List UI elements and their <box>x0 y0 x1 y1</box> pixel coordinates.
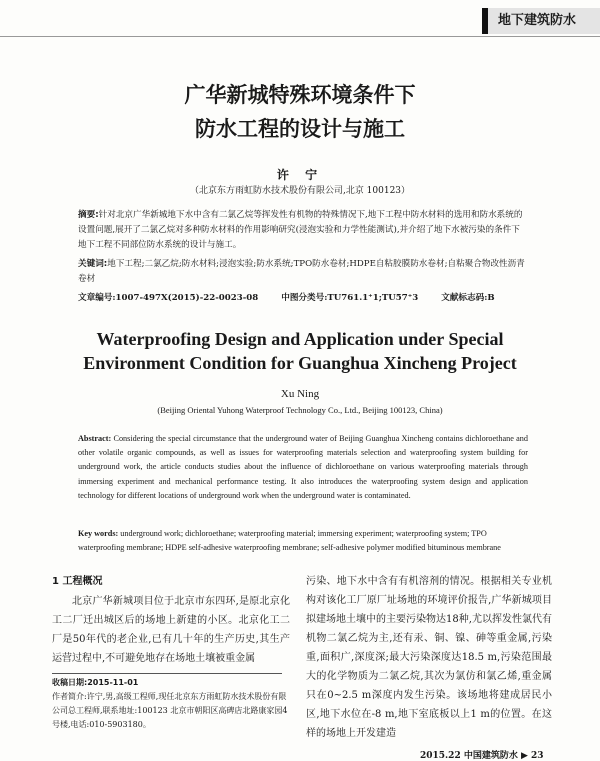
title-cn-line2: 防水工程的设计与施工 <box>195 117 405 141</box>
author-intro: 作者简介:许宁,男,高级工程师,现任北京东方雨虹防水技术股份有限公司总工程师,联系地址:100123 北京市朝阳区高碑店北路康家园4号楼,电话:010-5903180。 <box>52 692 288 729</box>
clc-no: 中图分类号:TU761.1⁺1;TU57⁺3 <box>281 293 419 303</box>
received-date: 收稿日期:2015-11-01 <box>52 678 139 687</box>
abstract-cn <box>78 208 528 306</box>
title-en-line2: Environment Condition for Guanghua Xincheng Project <box>83 353 517 373</box>
keywords-en <box>78 527 528 555</box>
title-en <box>0 327 600 375</box>
abstract-en-text: Considering the special circumstance that the underground water of Beijing Guanghua Xincheng contains dichloroethane and other volatile organic compounds, as well as issues for waterproofing materials selection and waterproofing system building for underground work, the article conducts studies about the influence of dichloroethane on various waterproofing materials through immersing experiment and mechanical performance testing. It also introduces the waterproofing system design and application technology for different locations of underground work when the underground water is contaminated. <box>78 434 528 500</box>
abstract-cn-label: 摘要: <box>78 210 99 220</box>
meta-row <box>78 291 528 306</box>
abstract-en-label: Abstract: <box>78 434 112 443</box>
article-no: 文章编号:1007-497X(2015)-22-0023-08 <box>78 293 259 303</box>
footnote-rule <box>52 673 282 674</box>
body-paragraph-left: 北京广华新城项目位于北京市东四环,是原北京化工二厂迁出城区后的场地上新建的小区。北京化工二厂是50年代的老企业,已有几十年的生产历史,其生产运营过程中,不可避免地存在场地土壤被重金属 <box>52 596 290 664</box>
body-left-column <box>52 572 290 668</box>
author-cn: 许 宁 <box>276 168 324 182</box>
affiliation-cn: （北京东方雨虹防水技术股份有限公司,北京 100123） <box>189 186 411 196</box>
keywords-en-label: Key words: <box>78 529 119 538</box>
abstract-cn-text: 针对北京广华新城地下水中含有二氯乙烷等挥发性有机物的特殊情况下,地下工程中防水材料的选用和防水系统的设置问题,展开了二氯乙烷对多种防水材料的作用影响研究(浸泡实验和力学性能测试),并介绍了地下水被污染的条件下地下工程不同部位防水系统的设计与施工。 <box>78 210 523 250</box>
keywords-cn-text: 地下工程;二氯乙烷;防水材料;浸泡实验;防水系统;TPO防水卷材;HDPE自粘胶膜防水卷材;自粘聚合物改性沥青卷材 <box>78 259 525 284</box>
doc-code: 文献标志码:B <box>441 293 495 303</box>
footnote <box>52 676 292 732</box>
section-tag: 地下建筑防水 <box>482 8 600 34</box>
section-heading: 1 工程概况 <box>52 576 103 587</box>
header-rule <box>0 36 600 37</box>
body-paragraph-right: 污染、地下水中含有有机溶剂的情况。根据相关专业机构对该化工厂原厂址场地的环境评价报告,广华新城项目拟建场地土壤中的主要污染物达18种,尤以挥发性氯代有机物二氯乙烷为主,还有汞、铜、镍、砷等重金属,污染重,面积广,深度深;最大污染深度达18.5 m,污染范围最大的化学物质为二氯乙烷,其次为氯仿和氯乙烯,重金属只在0~2.5 m深度内发生污染。该场地将建成居民小区,地下水位在-8 m,地下室底板以上1 m的位置。在这样的场地上开发建造 <box>306 576 552 739</box>
body-right-column <box>306 572 552 743</box>
author-en: Xu Ning <box>280 388 320 400</box>
abstract-en <box>78 432 528 503</box>
affiliation-en: (Beijing Oriental Yuhong Waterproof Technology Co., Ltd., Beijing 100123, China) <box>157 405 443 415</box>
page-footer: 2015.22 中国建筑防水 ▶ 23 <box>420 751 544 761</box>
title-cn-line1: 广华新城特殊环境条件下 <box>184 83 416 107</box>
keywords-en-text: underground work; dichloroethane; waterproofing material; immersing experiment; waterproofing system; TPO waterproofing membrane; HDPE self-adhesive waterproofing membrane; self-adhesive polymer modified bituminous membrane <box>78 529 501 553</box>
title-cn <box>0 78 600 146</box>
keywords-cn <box>78 257 528 287</box>
title-en-line1: Waterproofing Design and Application under Special <box>96 329 504 349</box>
keywords-cn-label: 关键词: <box>78 259 108 269</box>
